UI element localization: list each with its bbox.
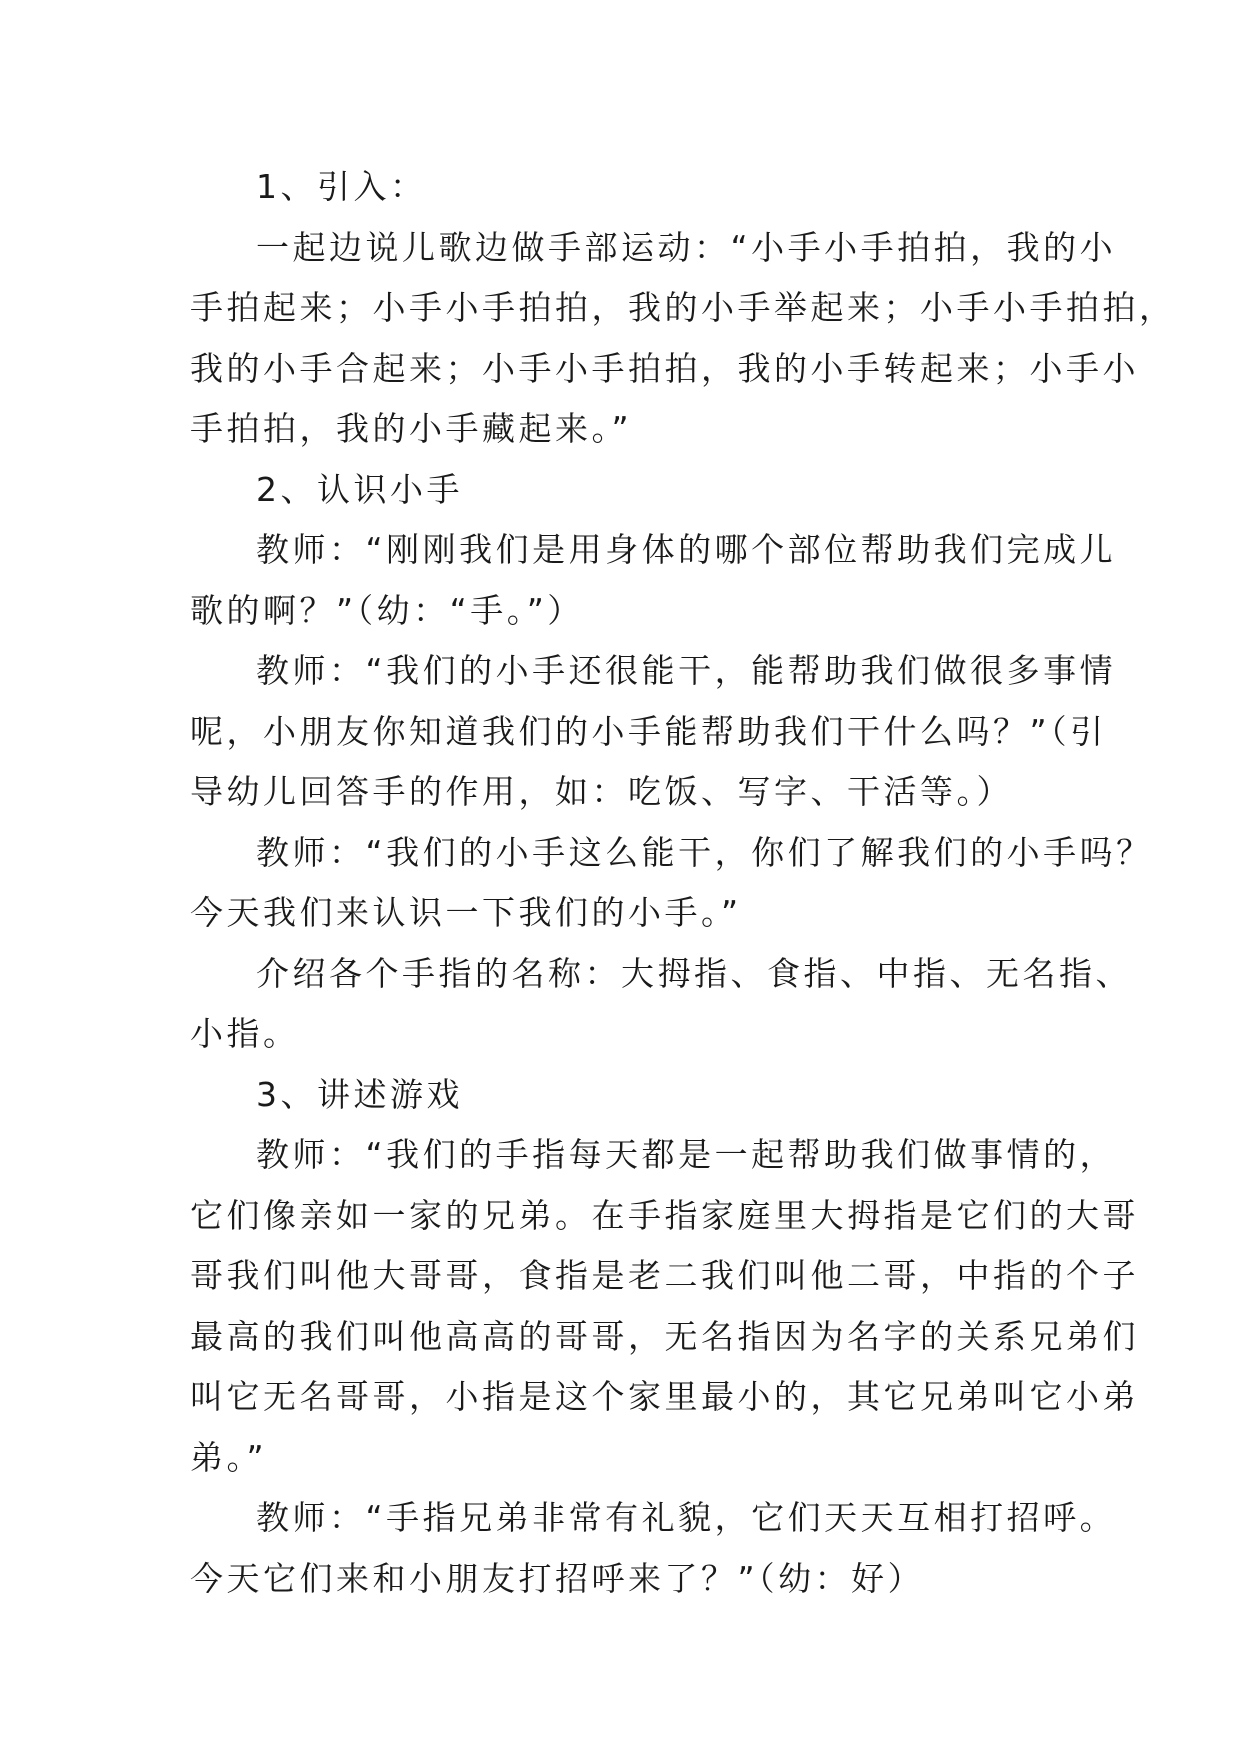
paragraph-finger-names — [190, 944, 1132, 1065]
paragraph-teacher-question-3 — [190, 823, 1153, 944]
text-line: 教师：“刚刚我们是用身体的哪个部位帮助我们完成儿 — [256, 530, 1117, 569]
section-heading: 2、认识小手 — [256, 469, 463, 509]
text-line: 歌的啊？”（幼：“手。”） — [190, 590, 584, 630]
text-line: 教师：“我们的小手这么能干，你们了解我们的小手吗？ — [256, 832, 1153, 872]
text-line: 它们像亲如一家的兄弟。在手指家庭里大拇指是它们的大哥 — [190, 1195, 1139, 1235]
text-line: 叫它无名哥哥，小指是这个家里最小的，其它兄弟叫它小弟 — [190, 1377, 1139, 1416]
text-line: 哥我们叫他大哥哥，食指是老二我们叫他二哥，中指的个子 — [190, 1256, 1139, 1295]
text-line: 一起边说儿歌边做手部运动：“小手小手拍拍，我的小 — [256, 227, 1117, 267]
section-heading: 3、讲述游戏 — [256, 1074, 463, 1114]
paragraph-finger-family — [190, 1125, 1139, 1488]
text-line: 今天我们来认识一下我们的小手。” — [190, 893, 742, 932]
paragraph-teacher-question-2 — [190, 641, 1117, 823]
paragraph-rhyme — [190, 218, 1176, 460]
paragraph-game-heading — [190, 1065, 1050, 1126]
text-line: 呢，小朋友你知道我们的小手能帮助我们干什么吗？”（引 — [190, 711, 1107, 751]
text-line: 小指。 — [190, 1014, 300, 1053]
text-line: 弟。” — [190, 1437, 268, 1477]
text-line: 导幼儿回答手的作用，如：吃饭、写字、干活等。） — [190, 772, 1013, 811]
text-line: 手拍起来；小手小手拍拍，我的小手举起来；小手小手拍拍， — [190, 288, 1176, 327]
document-body — [190, 157, 1176, 1609]
section-heading: 1、引入： — [256, 167, 427, 206]
text-line: 最高的我们叫他高高的哥哥，无名指因为名字的关系兄弟们 — [190, 1316, 1139, 1356]
text-line: 手拍拍，我的小手藏起来。” — [190, 409, 633, 448]
paragraph-teacher-question-1 — [190, 520, 1117, 641]
text-line: 教师：“我们的手指每天都是一起帮助我们做事情的， — [256, 1135, 1117, 1174]
paragraph-greeting — [190, 1488, 1117, 1609]
text-line: 教师：“我们的小手还很能干，能帮助我们做很多事情 — [256, 651, 1117, 690]
paragraph-intro-heading — [190, 157, 1050, 218]
text-line: 我的小手合起来；小手小手拍拍，我的小手转起来；小手小 — [190, 348, 1139, 388]
text-line: 今天它们来和小朋友打招呼来了？”（幼：好） — [190, 1558, 925, 1598]
text-line: 介绍各个手指的名称：大拇指、食指、中指、无名指、 — [256, 953, 1132, 993]
paragraph-know-hands-heading — [190, 460, 1050, 521]
text-line: 教师：“手指兄弟非常有礼貌，它们天天互相打招呼。 — [256, 1498, 1117, 1537]
